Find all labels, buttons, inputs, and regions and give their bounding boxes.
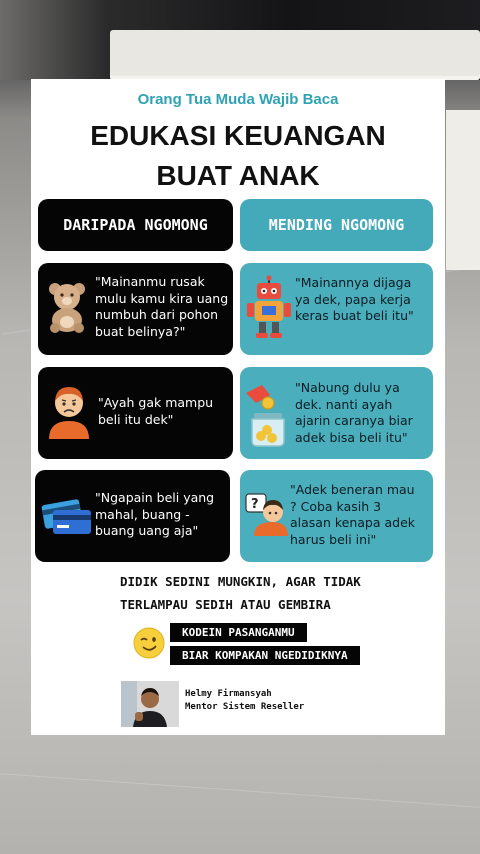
column-header-left: [38, 199, 233, 251]
column-header-right: [240, 199, 433, 251]
thinking-person-icon: [244, 492, 290, 536]
background-cabinet: [446, 110, 480, 270]
author-name: Helmy Firmansyah: [185, 689, 272, 699]
sad-person-icon: [44, 383, 94, 439]
quote-text: "Mainanmu rusak mulu kamu kira uang numbuh dari pohon buat belinya?": [95, 274, 229, 339]
list-item: [35, 470, 230, 562]
background-shelf: [110, 30, 480, 80]
subtitle: Orang Tua Muda Wajib Baca: [137, 91, 339, 108]
svg-text:?: ?: [251, 497, 259, 512]
teddy-bear-icon: [46, 281, 88, 333]
infographic-card: [31, 79, 445, 735]
list-item: [38, 367, 233, 459]
quote-text: "Nabung dulu ya dek. nanti ayah ajarin caranya biar adek bisa beli itu": [295, 380, 413, 445]
quote-text: "Mainannya dijaga ya dek, papa kerja keras buat beli itu": [295, 275, 414, 323]
author-role: Mentor Sistem Reseller: [185, 702, 305, 712]
quote-text: "Adek beneran mau ? Coba kasih 3 alasan kenapa adek harus beli ini": [290, 482, 416, 547]
footer-line-1: DIDIK SEDINI MUNGKIN, AGAR TIDAK: [120, 574, 361, 589]
quote-text: "Ayah gak mampu beli itu dek": [98, 395, 214, 427]
list-item: [240, 263, 433, 355]
quote-text: "Ngapain beli yang mahal, buang - buang uang aja": [95, 490, 215, 538]
author-photo: [121, 681, 179, 727]
list-item: [240, 367, 433, 459]
robot-toy-icon: [246, 275, 292, 339]
title-line-1: EDUKASI KEUANGAN: [90, 120, 386, 151]
list-item: [38, 263, 233, 355]
savings-jar-icon: [244, 381, 292, 447]
tag-label-1: KODEIN PASANGANMU: [170, 623, 307, 642]
column-header-right-label: MENDING NGOMONG: [268, 216, 405, 234]
credit-cards-icon: [41, 498, 93, 538]
list-item: [240, 470, 433, 562]
footer-line-2: TERLAMPAU SEDIH ATAU GEMBIRA: [120, 597, 331, 612]
tag-label-2: BIAR KOMPAKAN NGEDIDIKNYA: [170, 646, 360, 665]
column-header-left-label: DARIPADA NGOMONG: [63, 216, 208, 234]
floor-line: [1, 773, 480, 807]
winking-face-icon: [133, 627, 165, 659]
title-line-2: BUAT ANAK: [156, 160, 320, 191]
